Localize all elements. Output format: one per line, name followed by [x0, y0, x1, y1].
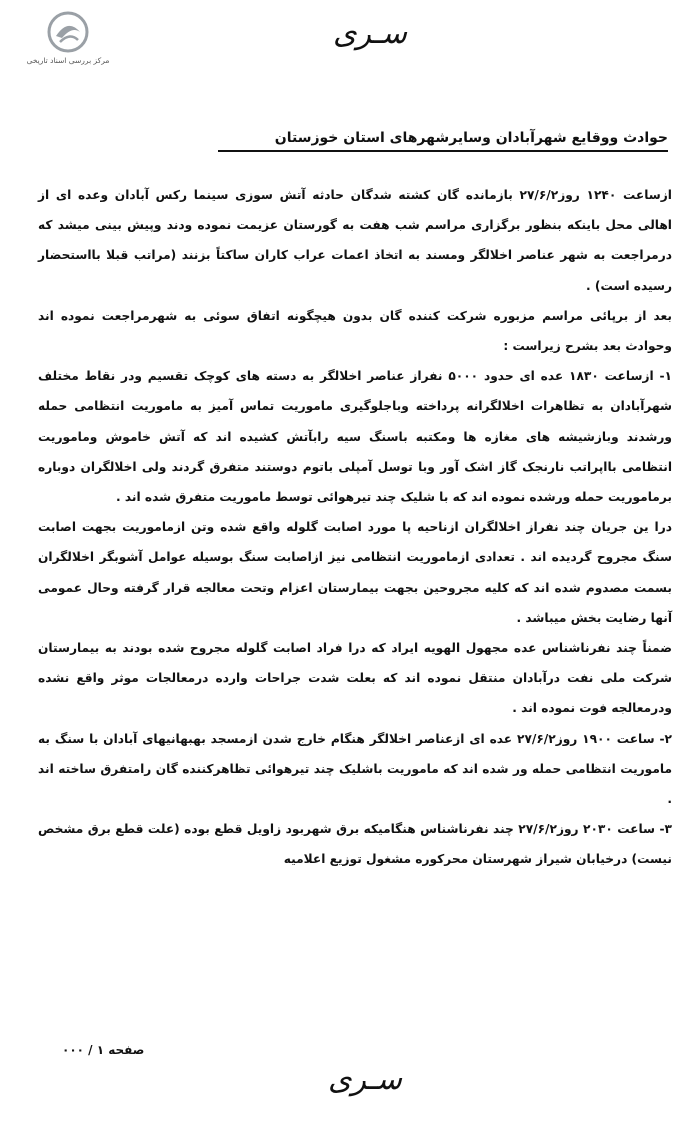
- paragraph-4: درا ین جریان چند نفراز اخلالگران ازناحیه پا مورد اصابت گلوله واقع شده وتن ازماموریت بجهت اصابت سنگ مجروح گردیده اند . تعدادی ازماموریت انتظامی نیز ازاصابت سنگ بوسیله عوامل آشوبگر اخلالگران بسمت مصدوم شده اند که کلیه مجروحین بجهت بیمارستان اعزام وتحت معالجه قرار گرفته وحال عمومی آنها رضایت بخش میباشد .: [38, 520, 672, 625]
- paragraph-1: ازساعت ۱۲۴۰ روز۲۷/۶/۲ بازمانده گان کشته شدگان حادثه آتش سوزی سینما رکس آبادان وعده ای از اهالی محل باینکه بنظور برگزاری مراسم شب هفت به گورستان عزیمت نموده ودند وپیش بینی میشد که درمراجعت به شهر عناصر اخلالگر ومسند به اتخاذ اعمات عراب کاران ساکتاً بزنند (مراتب قبلا بااستحضار رسیده است) .: [38, 188, 672, 293]
- classification-stamp-bottom: سـری: [328, 1062, 402, 1097]
- document-title: حوادث ووقایع شهرآبادان وسایرشهرهای استان خوزستان: [218, 130, 668, 152]
- archive-caption: مرکز بررسی اسناد تاریخی: [26, 56, 110, 65]
- page-number: صفحه ۱ / ۰۰۰: [62, 1043, 145, 1057]
- paragraph-3: ۱- ازساعت ۱۸۳۰ عده ای حدود ۵۰۰۰ نفراز عناصر اخلالگر به دسته های کوچک تقسیم ودر نقاط مختلف شهرآبادان به تظاهرات اخلالگرانه پرداخته وباجلوگیری ماموریت تماس آمیز به ماموریت انتظامی حمله ورشدند وبازشیشه های مغازه ها ومکتبه باسنگ سیه رابآتش کشیده اند که آتش خاموش وماموریت انتظامی بااپراتب نارنجک گاز اشک آور وبا توسل آمپلی باتوم دوستند متفرق گردند ولی اخلالگران دوباره برماموریت حمله ورشده نموده اند که با شلیک چند تیرهوائی توسط ماموریت متفرق شده اند .: [38, 369, 672, 505]
- paragraph-6: ۲- ساعت ۱۹۰۰ روز۲۷/۶/۲ عده ای ازعناصر اخلالگر هنگام خارج شدن ازمسجد بهبهانیهای آبادان با سنگ به ماموریت انتظامی حمله ور شده اند که ماموریت باشلیک چند تیرهوائی تظاهرکننده گان رامتفرق ساخته اند .: [38, 731, 672, 807]
- classification-stamp-top: سـری: [333, 16, 407, 51]
- paragraph-2: بعد از برپائی مراسم مزبوره شرکت کننده گان بدون هیچگونه اتفاق سوئی به شهرمراجعت نموده اند وحوادث بعد بشرح زیراست :: [38, 308, 672, 354]
- paragraph-7: ۳- ساعت ۲۰۳۰ روز۲۷/۶/۲ چند نفرناشناس هنگامیکه برق شهربود زاویل قطع بوده (علت قطع برق مشخص نیست) درخیابان شیراز شهرستان محرکوره مشغول توزیع اعلامیه: [38, 822, 672, 867]
- paragraph-5: ضمناً چند نفرناشناس عده مجهول الهویه ایراد که درا فراد اصابت گلوله مجروح شده بودند به بیمارستان شرکت ملی نفت درآبادان منتقل نموده اند که بعلت شدت جراحات وارده درمعالجات موثر واقع نشده ودرمعالجه فوت نموده اند .: [38, 641, 672, 716]
- document-body: [38, 180, 672, 875]
